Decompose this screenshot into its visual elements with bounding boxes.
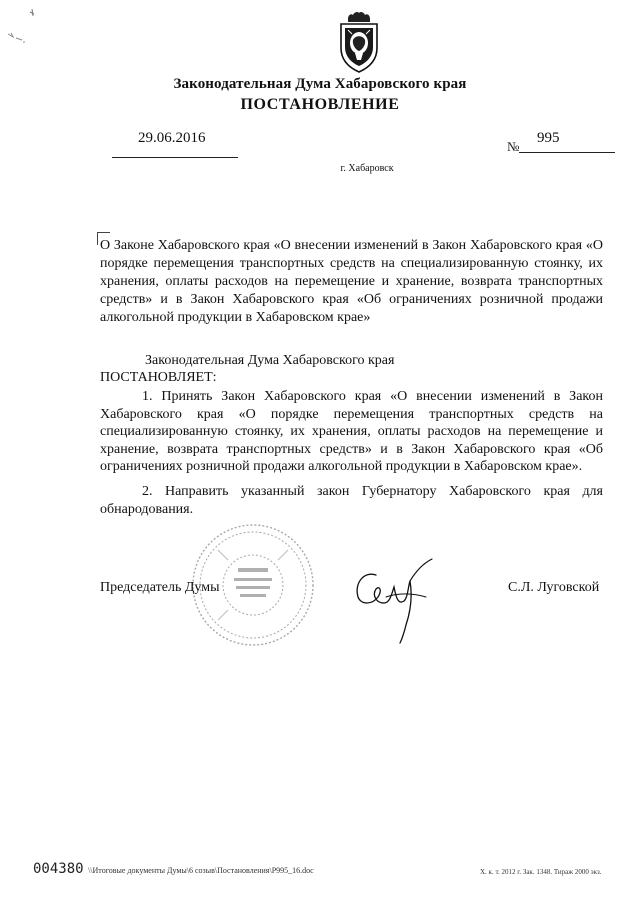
signer-title: Председатель Думы bbox=[100, 580, 220, 595]
document-type-title: ПОСТАНОВЛЕНИЕ bbox=[240, 96, 400, 113]
handwritten-signature bbox=[346, 553, 436, 645]
city-label: г. Хабаровск bbox=[340, 163, 394, 174]
scan-corner-marks bbox=[4, 4, 36, 46]
file-path: \\Итоговые документы Думы\6 созыв\Постановления\Р995_16.doc bbox=[88, 866, 314, 875]
coat-of-arms-icon bbox=[334, 10, 384, 74]
print-info: Х. к. т. 2012 г. Зак. 1348. Тираж 2000 экз. bbox=[480, 868, 602, 876]
resolution-item-1: 1. Принять Закон Хабаровского края «О внесении изменений в Закон Хабаровского края «О порядке перемещения транспортных средств на специализированную стоянку, их хранения, оплаты расходов на перемещение и хранение, возврата транспортных средств» и в Закон Хабаровского края «Об ограничениях розничной продажи алкогольной продукции в Хабаровском крае». bbox=[100, 389, 603, 475]
preamble-line-1: Законодательная Дума Хабаровского края bbox=[145, 353, 395, 368]
number-prefix: № bbox=[507, 139, 520, 154]
organization-title: Законодательная Дума Хабаровского края bbox=[173, 76, 467, 92]
resolution-item-2: 2. Направить указанный закон Губернатору Хабаровского края для обнародования. bbox=[100, 484, 603, 517]
signer-name: С.Л. Луговской bbox=[508, 580, 600, 595]
document-date: 29.06.2016 bbox=[138, 130, 206, 146]
file-reference bbox=[33, 861, 314, 877]
date-underline bbox=[112, 157, 238, 158]
document-number: 995 bbox=[537, 130, 560, 146]
number-underline bbox=[519, 152, 615, 153]
document-subject: О Законе Хабаровского края «О внесении изменений в Закон Хабаровского края «О порядке перемещения транспортных средств на специализированную стоянку, их хранения, оплаты расходов на перемещение и хранение, возврата транспортных средств» и в Закон Хабаровского края «Об ограничениях розничной продажи алкогольной продукции в Хабаровском крае» bbox=[100, 238, 603, 325]
preamble-line-2: ПОСТАНОВЛЯЕТ: bbox=[100, 370, 217, 385]
document-code: 004380 bbox=[33, 861, 84, 877]
